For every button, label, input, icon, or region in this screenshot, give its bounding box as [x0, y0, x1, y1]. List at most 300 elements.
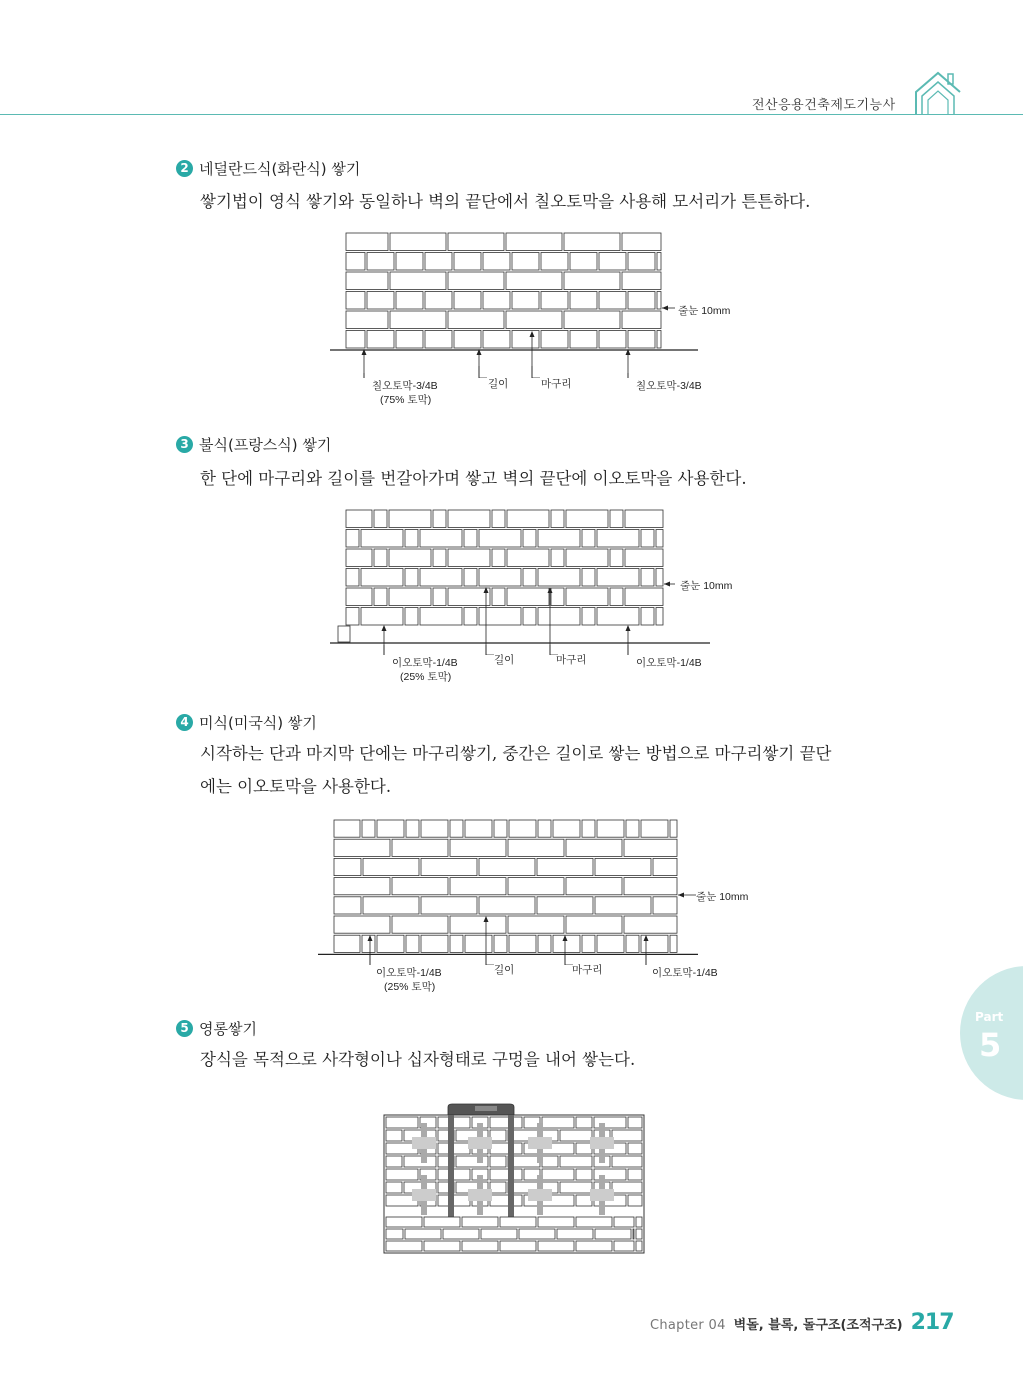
brick — [576, 1143, 592, 1154]
brick — [508, 916, 564, 933]
brick — [657, 253, 661, 271]
joint-arrow — [664, 582, 670, 587]
brick — [566, 510, 608, 528]
section-5-number: 5 — [176, 1020, 193, 1037]
brick — [564, 311, 620, 329]
brick — [576, 1117, 592, 1128]
brick — [553, 820, 580, 837]
leader-1 — [370, 955, 378, 965]
brick — [622, 272, 661, 290]
page-number: 217 — [910, 1310, 954, 1335]
joint-arrow — [678, 893, 684, 898]
section-3-body: 한 단에 마구리와 길이를 번갈아가며 쌓고 벽의 끝단에 이오토막을 사용한다. — [200, 469, 747, 488]
brick — [405, 608, 418, 626]
brick — [541, 292, 568, 310]
brick — [420, 608, 462, 626]
brick — [576, 1217, 612, 1227]
brick — [570, 292, 597, 310]
brick — [490, 1130, 506, 1141]
brick — [450, 820, 463, 837]
section-5-heading: 영롱쌓기 — [199, 1020, 257, 1038]
brick — [421, 858, 477, 875]
brick — [537, 897, 593, 914]
brick — [582, 820, 595, 837]
brick — [367, 292, 394, 310]
section-4-title — [176, 712, 317, 733]
footer-subject: 벽돌, 블록, 돌구조(조적구조) — [733, 1318, 903, 1333]
brick — [443, 1229, 479, 1239]
brick — [594, 1169, 626, 1180]
d1-joint-label: 줄눈 10mm — [678, 305, 731, 317]
brick — [553, 935, 580, 952]
brick — [625, 510, 663, 528]
brick — [538, 1217, 574, 1227]
brick — [494, 935, 507, 952]
brick — [367, 331, 394, 349]
brick — [465, 935, 492, 952]
brick — [479, 858, 535, 875]
brick — [582, 569, 595, 587]
brick — [624, 916, 677, 933]
brick — [454, 331, 481, 349]
brick — [448, 272, 504, 290]
brick — [506, 311, 562, 329]
brick — [512, 331, 539, 349]
brick — [597, 935, 624, 952]
brick — [566, 916, 622, 933]
brick — [551, 510, 564, 528]
brick — [374, 588, 387, 606]
brick — [483, 292, 510, 310]
brick — [334, 858, 361, 875]
brick — [450, 878, 506, 895]
d2-joint-label: 줄눈 10mm — [680, 580, 733, 592]
brick — [346, 292, 365, 310]
brick — [507, 549, 549, 567]
brick — [512, 253, 539, 271]
brick — [433, 549, 446, 567]
brick — [542, 1169, 574, 1180]
brick — [624, 878, 677, 895]
brick — [614, 1217, 634, 1227]
brick — [483, 253, 510, 271]
brick — [653, 897, 677, 914]
brick — [392, 878, 448, 895]
d3-joint-label: 줄눈 10mm — [696, 891, 749, 903]
brick — [628, 1143, 642, 1154]
brick — [509, 820, 536, 837]
brick — [448, 233, 504, 251]
brick — [454, 253, 481, 271]
arrow-4-head — [626, 625, 631, 631]
d2-label-1b: (25% 토막) — [400, 671, 452, 683]
brick — [542, 1156, 558, 1167]
brick — [566, 878, 622, 895]
brick — [334, 878, 390, 895]
brick — [614, 1241, 634, 1251]
brick — [490, 1182, 506, 1193]
brick — [363, 858, 419, 875]
brick — [346, 549, 372, 567]
brick — [392, 839, 448, 856]
brick — [625, 549, 663, 567]
leader-2 — [479, 366, 487, 378]
brick — [541, 253, 568, 271]
brick — [386, 1182, 402, 1193]
brick — [448, 549, 490, 567]
brick — [406, 935, 419, 952]
brick — [386, 1229, 403, 1239]
d2-label-4: 이오토막-1/4B — [636, 657, 702, 669]
brick — [519, 1229, 555, 1239]
leader-4 — [628, 373, 636, 378]
brick — [481, 1229, 517, 1239]
brick — [657, 292, 661, 310]
brick — [523, 530, 536, 548]
brick — [450, 935, 463, 952]
footer-chapter: Chapter 04 — [650, 1318, 726, 1333]
brick — [564, 233, 620, 251]
opening-cross — [590, 1137, 614, 1149]
brick — [448, 510, 490, 528]
brick — [425, 331, 452, 349]
leader-2 — [486, 955, 494, 965]
brick — [523, 608, 536, 626]
brick — [483, 331, 510, 349]
brick — [386, 1130, 402, 1141]
pier-shadow — [448, 1115, 454, 1219]
brick — [551, 588, 564, 606]
brick — [448, 588, 490, 606]
brick — [538, 608, 580, 626]
brick — [641, 608, 654, 626]
brick — [610, 510, 623, 528]
opening-cross — [528, 1137, 552, 1149]
opening-cross — [412, 1189, 436, 1201]
brick — [625, 588, 663, 606]
openwork-bond-diagram — [380, 1103, 650, 1258]
brick — [599, 292, 626, 310]
brick — [636, 1217, 642, 1227]
brick — [506, 272, 562, 290]
brick — [636, 1229, 642, 1239]
leader-3 — [532, 366, 540, 378]
brick — [334, 820, 360, 837]
brick — [464, 530, 477, 548]
brick — [346, 311, 388, 329]
brick — [390, 233, 446, 251]
brick — [626, 935, 639, 952]
section-4-body-1: 시작하는 단과 마지막 단에는 마구리쌓기, 중간은 길이로 쌓는 방법으로 마구리쌓기 끝단 — [200, 744, 832, 763]
brick — [490, 1156, 506, 1167]
brick — [450, 916, 506, 933]
brick — [362, 820, 375, 837]
part-label: Part — [975, 1010, 1004, 1024]
brick — [494, 820, 507, 837]
brick — [346, 530, 359, 548]
opening-cross — [528, 1189, 552, 1201]
brick — [420, 530, 462, 548]
brick — [512, 292, 539, 310]
brick — [420, 569, 462, 587]
section-3-heading: 불식(프랑스식) 쌓기 — [199, 436, 332, 454]
american-bond-diagram — [318, 815, 758, 965]
brick — [433, 588, 446, 606]
brick — [507, 510, 549, 528]
d1-label-3: 마구리 — [541, 378, 572, 390]
brick — [628, 331, 655, 349]
brick — [636, 1241, 642, 1251]
brick — [421, 820, 448, 837]
brick — [560, 1182, 592, 1193]
brick — [641, 530, 654, 548]
section-2-heading: 네덜란드식(화란식) 쌓기 — [199, 160, 361, 178]
brick — [570, 253, 597, 271]
section-2-body: 쌓기법이 영식 쌓기와 동일하나 벽의 끝단에서 칠오토막을 사용해 모서리가 튼튼하다. — [200, 192, 811, 211]
brick — [377, 820, 404, 837]
section-4-number: 4 — [176, 714, 193, 731]
brick — [566, 839, 622, 856]
part-number: 5 — [979, 1026, 1002, 1064]
brick — [570, 331, 597, 349]
brick — [597, 530, 639, 548]
brick — [346, 588, 372, 606]
brick — [405, 569, 418, 587]
brick — [490, 1195, 522, 1206]
brick — [610, 549, 623, 567]
brick — [450, 839, 506, 856]
leader-1 — [364, 373, 370, 378]
brick — [346, 608, 359, 626]
leader-2 — [486, 645, 494, 655]
brick — [597, 608, 639, 626]
brick — [374, 510, 387, 528]
brick — [628, 253, 655, 271]
brick — [670, 935, 677, 952]
brick — [628, 1117, 642, 1128]
brick — [490, 1169, 522, 1180]
brick — [334, 839, 390, 856]
brick — [334, 897, 361, 914]
brick — [389, 510, 431, 528]
brick — [362, 935, 375, 952]
brick — [595, 1229, 631, 1239]
brick — [479, 569, 521, 587]
d3-label-1b: (25% 토막) — [384, 981, 436, 993]
brick — [334, 916, 390, 933]
brick — [479, 608, 521, 626]
brick — [509, 935, 536, 952]
brick — [405, 530, 418, 548]
brick — [454, 292, 481, 310]
opening-cross — [412, 1137, 436, 1149]
joint-arrow — [662, 306, 668, 311]
brick — [542, 1117, 574, 1128]
brick — [551, 549, 564, 567]
brick — [564, 272, 620, 290]
d3-label-1: 이오토막-1/4B — [376, 967, 442, 979]
brick — [406, 820, 419, 837]
brick — [597, 820, 624, 837]
brick — [500, 1241, 536, 1251]
brick — [346, 331, 365, 349]
brick — [594, 1117, 626, 1128]
brick — [624, 839, 677, 856]
brick — [582, 935, 595, 952]
brick — [405, 1229, 441, 1239]
brick — [361, 569, 403, 587]
brick — [338, 626, 350, 642]
section-4-heading: 미식(미국식) 쌓기 — [199, 714, 317, 732]
brick — [396, 253, 423, 271]
brick — [386, 1217, 422, 1227]
brick — [560, 1130, 592, 1141]
brick — [595, 858, 651, 875]
brick — [628, 1195, 642, 1206]
brick — [346, 272, 388, 290]
d1-label-4: 칠오토막-3/4B — [636, 380, 702, 392]
section-3-number: 3 — [176, 436, 193, 453]
brick — [433, 510, 446, 528]
brick — [576, 1195, 592, 1206]
brick — [462, 1241, 498, 1251]
brick — [541, 331, 568, 349]
brick — [653, 858, 677, 875]
section-2-number: 2 — [176, 160, 193, 177]
brick — [657, 331, 661, 349]
brick — [641, 820, 668, 837]
brick — [523, 569, 536, 587]
brick — [492, 549, 505, 567]
brick — [404, 1156, 436, 1167]
brick — [641, 569, 654, 587]
section-4-body-2: 에는 이오토막을 사용한다. — [200, 777, 392, 796]
brick — [386, 1241, 422, 1251]
brick — [363, 897, 419, 914]
brick — [392, 916, 448, 933]
brick — [656, 569, 663, 587]
brick — [361, 530, 403, 548]
brick — [610, 588, 623, 606]
section-5-body: 장식을 목적으로 사각형이나 십자형태로 구멍을 내어 쌓는다. — [200, 1050, 636, 1069]
brick — [346, 569, 359, 587]
cap-slot — [475, 1106, 497, 1111]
brick — [465, 820, 492, 837]
brick — [612, 1156, 642, 1167]
brick — [377, 935, 404, 952]
brick — [612, 1182, 642, 1193]
brick — [346, 253, 365, 271]
brick — [390, 272, 446, 290]
brick — [560, 1156, 592, 1167]
brick — [479, 530, 521, 548]
section-5-title — [176, 1018, 257, 1039]
brick — [576, 1241, 612, 1251]
brick — [622, 233, 661, 251]
opening-cross — [468, 1189, 492, 1201]
section-3-title — [176, 434, 331, 455]
brick — [396, 292, 423, 310]
brick — [490, 1117, 522, 1128]
brick — [386, 1117, 418, 1128]
brick — [633, 1229, 634, 1239]
brick — [500, 1217, 536, 1227]
brick — [576, 1169, 592, 1180]
brick — [479, 897, 535, 914]
d2-label-1: 이오토막-1/4B — [392, 657, 458, 669]
brick — [334, 935, 360, 952]
brick — [557, 1229, 593, 1239]
brick — [424, 1241, 460, 1251]
leader-4 — [646, 955, 654, 965]
leader-1 — [384, 645, 392, 655]
d1-label-1b: (75% 토막) — [380, 394, 432, 406]
brick — [599, 253, 626, 271]
d1-label-2: 길이 — [488, 378, 509, 390]
brick — [367, 253, 394, 271]
brick — [506, 233, 562, 251]
brick — [622, 311, 661, 329]
brick — [389, 588, 431, 606]
arrow-1-head — [382, 625, 387, 631]
brick — [464, 569, 477, 587]
d2-label-2: 길이 — [494, 654, 515, 666]
brick — [656, 608, 663, 626]
brick — [361, 608, 403, 626]
brick — [464, 608, 477, 626]
brick — [566, 588, 608, 606]
brick — [424, 1217, 460, 1227]
brick — [597, 569, 639, 587]
brick — [421, 897, 477, 914]
d3-label-4: 이오토막-1/4B — [652, 967, 718, 979]
brick — [386, 1156, 402, 1167]
opening-cross — [590, 1189, 614, 1201]
brick — [538, 820, 551, 837]
section-2-title — [176, 158, 360, 179]
brick — [628, 1169, 642, 1180]
brick — [374, 549, 387, 567]
brick — [386, 1169, 418, 1180]
brick — [538, 569, 580, 587]
brick — [425, 292, 452, 310]
brick — [507, 588, 549, 606]
leader-4 — [628, 645, 636, 655]
brick — [582, 530, 595, 548]
brick — [425, 253, 452, 271]
brick — [346, 510, 372, 528]
brick — [390, 311, 446, 329]
brick — [612, 1130, 642, 1141]
brick — [389, 549, 431, 567]
d3-label-2: 길이 — [494, 964, 515, 976]
brick — [492, 588, 505, 606]
brick — [626, 820, 639, 837]
brick — [566, 549, 608, 567]
brick — [421, 935, 448, 952]
house-icon — [914, 70, 962, 116]
brick — [538, 1241, 574, 1251]
opening-cross — [468, 1137, 492, 1149]
brick — [538, 935, 551, 952]
d1-label-1: 칠오토막-3/4B — [372, 380, 438, 392]
brick — [670, 820, 677, 837]
pier-shadow — [508, 1115, 514, 1219]
brick — [448, 311, 504, 329]
brick — [599, 331, 626, 349]
brick — [490, 1143, 522, 1154]
brick — [582, 608, 595, 626]
